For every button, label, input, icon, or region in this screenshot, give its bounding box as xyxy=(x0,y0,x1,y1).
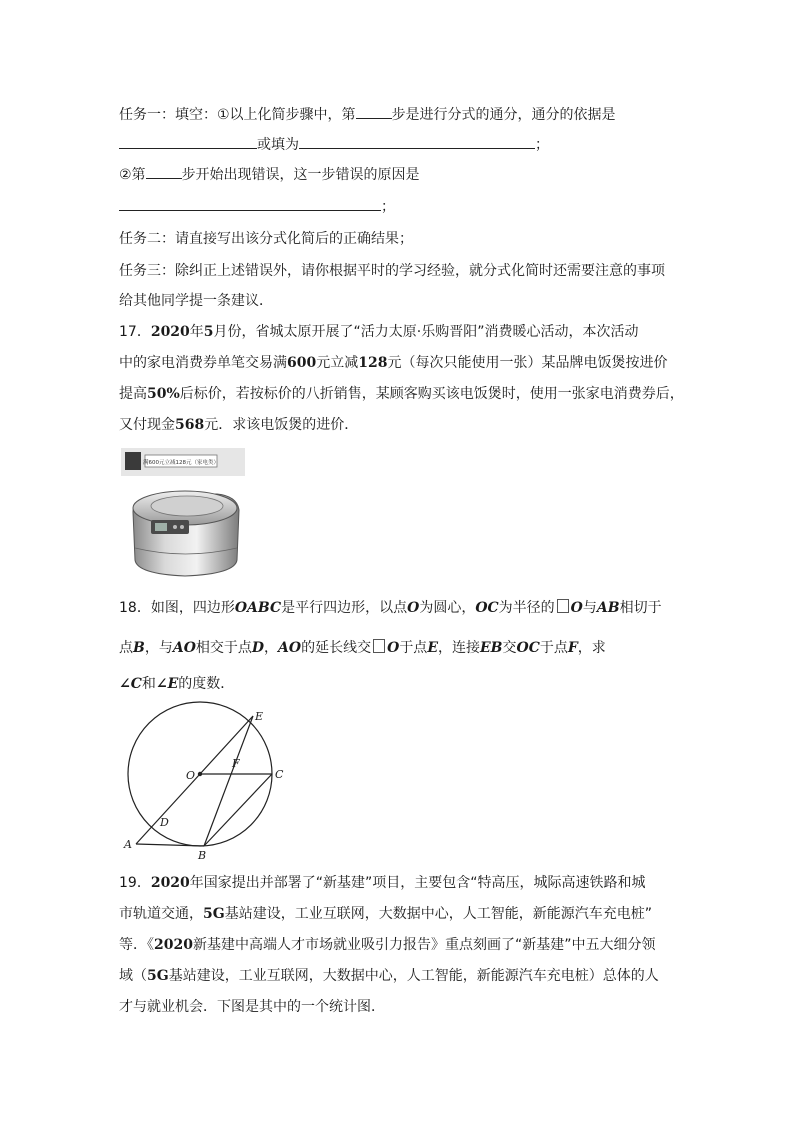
question-number: 18． xyxy=(119,600,151,616)
q19-line1 xyxy=(119,873,646,893)
q17-text: 提高 xyxy=(119,386,147,402)
task1-text: 任务一：填空：①以上化简步骤中，第 xyxy=(119,107,356,123)
math-var: ∠C xyxy=(119,676,142,692)
task1-line3 xyxy=(119,164,420,185)
q18-text: 的延长线交 xyxy=(301,640,372,656)
q18-text: 于点 xyxy=(399,640,428,656)
q18-text: 为圆心， xyxy=(419,600,476,616)
math-var: OABC xyxy=(234,600,282,616)
q18-text: ， xyxy=(264,640,279,656)
task1-line2 xyxy=(119,134,549,155)
q18-line2 xyxy=(119,637,606,659)
q19-text: 基站建设，工业互联网，大数据中心，人工智能，新能源汽车充电桩” xyxy=(224,906,652,922)
q17-value: 568 xyxy=(175,417,205,433)
q19-value: 5G xyxy=(203,906,225,922)
label-b: B xyxy=(198,849,207,862)
q18-text: 是平行四边形，以点 xyxy=(281,600,408,616)
task3-line1: 任务三：除纠正上述错误外，请你根据平时的学习经验，就分式化简时还需要注意的事项 xyxy=(119,263,665,279)
rice-cooker-image xyxy=(121,448,245,580)
q19-text: 年国家提出并部署了“新基建”项目，主要包含“特高压，城际高速铁路和城 xyxy=(189,875,646,891)
q18-text: 交 xyxy=(502,640,517,656)
q19-text: 基站建设，工业互联网，大数据中心，人工智能，新能源汽车充电桩）总体的人 xyxy=(168,968,659,984)
task1-text: 或填为 xyxy=(257,137,299,153)
q19-line3 xyxy=(119,935,655,955)
math-var: OC xyxy=(516,640,540,656)
math-var: D xyxy=(251,640,265,656)
math-var: ∠E xyxy=(155,676,179,692)
blank-error-reason[interactable] xyxy=(119,196,381,211)
math-var: AO xyxy=(278,640,302,656)
circle-symbol-icon xyxy=(373,639,385,653)
q19-line4 xyxy=(119,966,659,986)
q18-text: ，连接 xyxy=(437,640,480,656)
label-f: F xyxy=(232,757,240,770)
q17-text: 中的家电消费券单笔交易满 xyxy=(119,355,287,371)
label-e: E xyxy=(255,710,264,723)
task3-line2: 给其他同学提一条建议． xyxy=(119,293,273,309)
q18-text: 为半径的 xyxy=(498,600,555,616)
math-var: E xyxy=(427,640,438,656)
q18-text: 于点 xyxy=(539,640,568,656)
math-var: F xyxy=(567,640,578,656)
question-number: 17． xyxy=(119,324,151,340)
q18-text: 和 xyxy=(141,676,156,692)
math-var: O xyxy=(570,600,583,616)
q18-text: 与 xyxy=(582,600,597,616)
q18-text: 的度数． xyxy=(178,676,235,692)
task1-text: ②第 xyxy=(119,167,146,183)
line-oe-extension xyxy=(200,716,253,774)
q18-text: 相交于点 xyxy=(195,640,252,656)
q17-month: 5 xyxy=(203,324,214,340)
q19-text: 新基建中高端人才市场就业吸引力报告》重点刻画了“新基建”中五大细分领 xyxy=(192,937,656,953)
q18-line1 xyxy=(119,597,662,619)
q18-text: 相切于 xyxy=(619,600,662,616)
line-ab xyxy=(136,844,204,846)
q17-text: 年 xyxy=(189,324,204,340)
q19-text: 等．《 xyxy=(119,937,154,953)
q19-value: 5G xyxy=(147,968,169,984)
math-var: AO xyxy=(172,640,196,656)
task1-text: 步开始出现错误，这一步错误的原因是 xyxy=(181,167,420,183)
q19-line2 xyxy=(119,904,652,924)
math-var: AB xyxy=(596,600,620,616)
q17-text: 元立减 xyxy=(316,355,359,371)
math-var: B xyxy=(133,640,145,656)
task1-line4 xyxy=(119,196,395,217)
blank-step1[interactable] xyxy=(356,104,392,119)
coupon-label: 满600元立减128元（家电类） xyxy=(143,460,219,466)
blank-basis[interactable] xyxy=(119,134,257,149)
label-c: C xyxy=(275,768,284,781)
question-number: 19． xyxy=(119,875,151,891)
q17-value: 600 xyxy=(287,355,317,371)
q17-value: 128 xyxy=(358,355,388,371)
q19-value: 2020 xyxy=(154,937,193,953)
line-ae xyxy=(136,774,200,844)
task1-text: 步是进行分式的通分，通分的依据是 xyxy=(391,107,616,123)
q18-line3 xyxy=(119,673,234,695)
q17-text: 月份，省城太原开展了“活力太原·乐购晋阳”消费暖心活动，本次活动 xyxy=(213,324,639,340)
task1-text: ； xyxy=(535,137,549,153)
line-eb xyxy=(204,716,253,846)
circle-symbol-icon xyxy=(557,599,569,613)
q17-line3 xyxy=(119,384,684,404)
q17-text: 元．求该电饭煲的进价． xyxy=(204,417,359,433)
q17-text: 元（每次只能使用一张）某品牌电饭煲按进价 xyxy=(387,355,668,371)
q17-text: 后标价，若按标价的八折销售，某顾客购买该电饭煲时，使用一张家电消费券后， xyxy=(179,386,684,402)
q17-text: 又付现金 xyxy=(119,417,175,433)
blank-basis-alt[interactable] xyxy=(299,134,535,149)
math-var: OC xyxy=(475,600,499,616)
math-var: EB xyxy=(479,640,503,656)
label-a: A xyxy=(124,838,132,851)
label-o: O xyxy=(186,769,196,782)
blank-error-step[interactable] xyxy=(146,164,182,179)
task2-line: 任务二：请直接写出该分式化简后的正确结果； xyxy=(119,231,413,247)
label-d: D xyxy=(160,816,169,829)
q19-text: 市轨道交通， xyxy=(119,906,203,922)
task1-line1 xyxy=(119,104,616,125)
q19-line5: 才与就业机会．下图是其中的一个统计图． xyxy=(119,999,385,1015)
q17-line2 xyxy=(119,353,667,373)
q19-text: 域（ xyxy=(119,968,147,984)
q18-text: ，与 xyxy=(144,640,173,656)
q17-line1 xyxy=(119,322,639,342)
q18-text: 点 xyxy=(119,640,133,656)
q19-year: 2020 xyxy=(150,875,190,891)
geometry-figure xyxy=(118,700,298,862)
math-var: O xyxy=(407,600,420,616)
task1-text: ； xyxy=(381,199,395,215)
q17-value: 50% xyxy=(147,386,180,402)
q17-year: 2020 xyxy=(150,324,190,340)
q17-line4 xyxy=(119,415,358,435)
q18-text: 如图，四边形 xyxy=(150,600,235,616)
q18-text: ，求 xyxy=(577,640,606,656)
math-var: O xyxy=(387,640,400,656)
